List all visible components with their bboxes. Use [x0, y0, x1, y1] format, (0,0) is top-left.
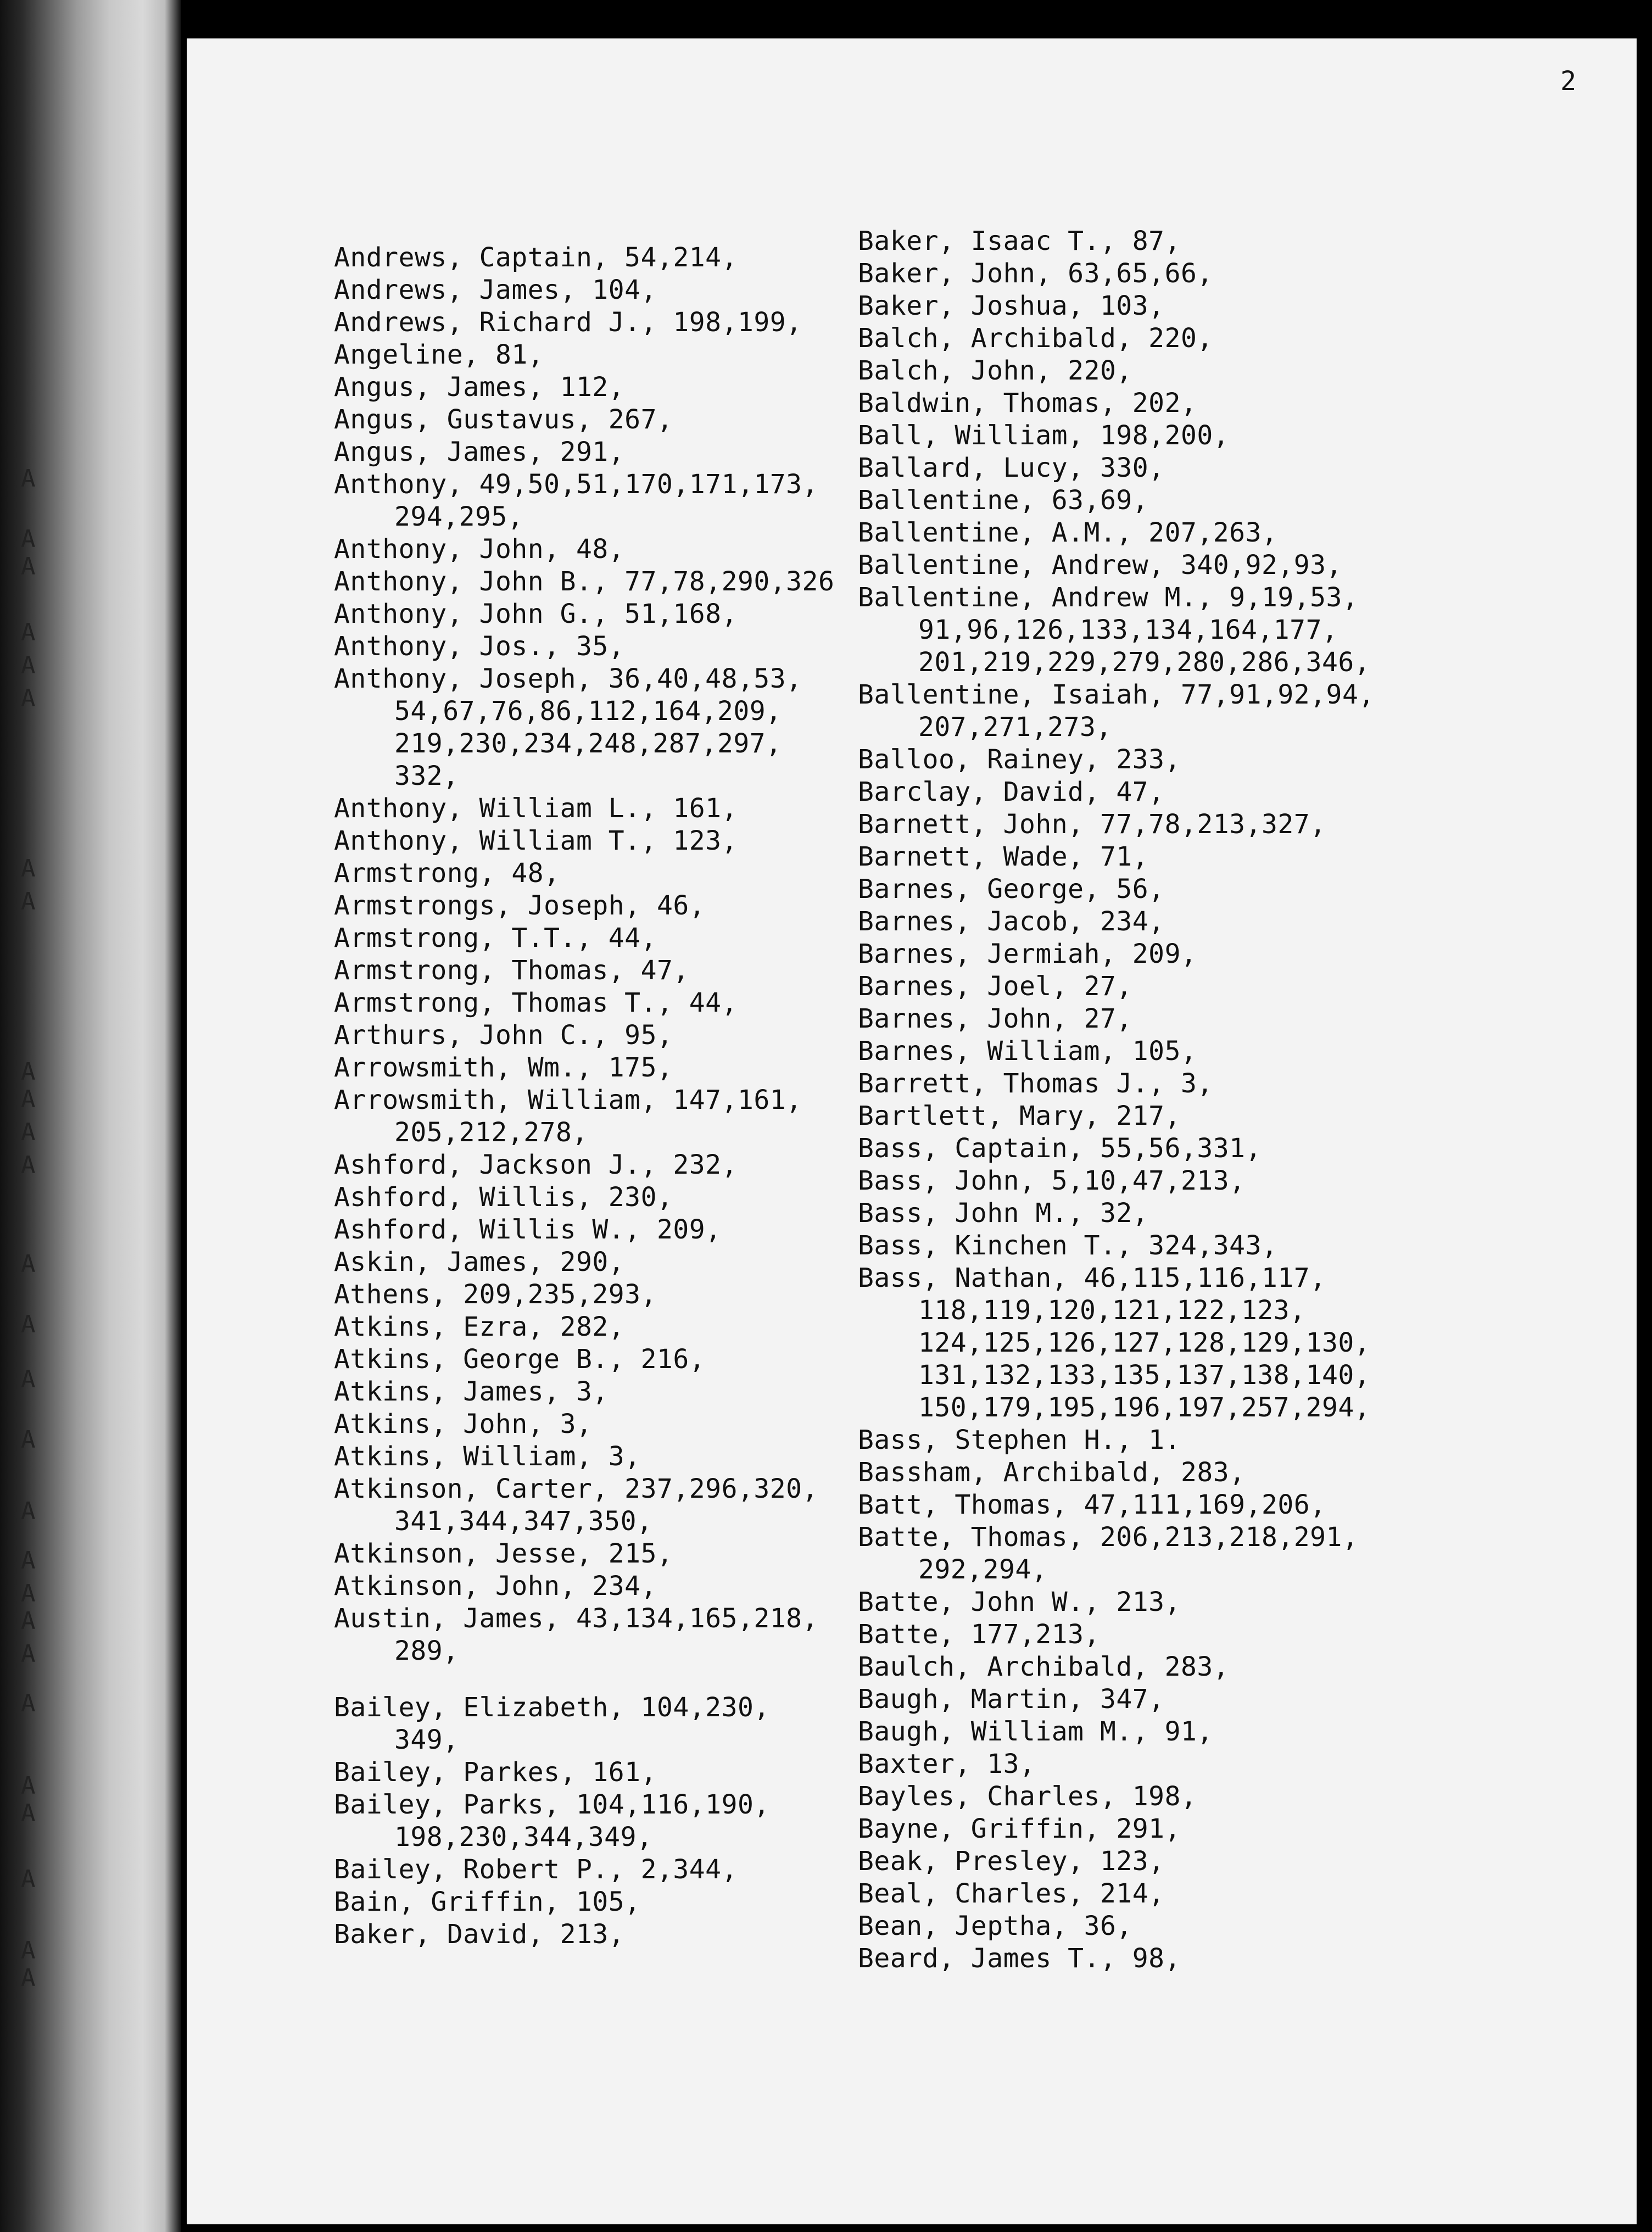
index-entry: Barrett, Thomas J., 3,: [858, 1068, 1213, 1099]
index-entry: Andrews, Richard J., 198,199,: [334, 307, 802, 338]
index-entry: Anthony, Joseph, 36,40,48,53,: [334, 663, 802, 694]
margin-mark: A: [21, 1497, 36, 1525]
index-entry-continuation: 294,295,: [394, 501, 524, 532]
index-entry: Atkinson, Jesse, 215,: [334, 1538, 673, 1569]
index-entry: Baker, David, 213,: [334, 1919, 625, 1950]
index-entry: Bartlett, Mary, 217,: [858, 1101, 1181, 1131]
index-entry: Angus, James, 291,: [334, 437, 625, 467]
index-entry: Batt, Thomas, 47,111,169,206,: [858, 1489, 1326, 1520]
index-entry-continuation: 292,294,: [918, 1554, 1048, 1585]
margin-mark: A: [21, 855, 36, 883]
margin-mark: A: [21, 1689, 36, 1717]
margin-marks: [21, 0, 43, 2232]
index-entry: Bass, Nathan, 46,115,116,117,: [858, 1263, 1326, 1293]
index-entry: Barnes, Jermiah, 209,: [858, 939, 1197, 969]
scanned-left-margin: [0, 0, 181, 2232]
margin-mark: A: [21, 1772, 36, 1800]
index-entry: Arthurs, John C., 95,: [334, 1020, 673, 1051]
index-entry-continuation: 124,125,126,127,128,129,130,: [918, 1327, 1371, 1358]
index-entry: Bass, John, 5,10,47,213,: [858, 1165, 1246, 1196]
index-entry: Arrowsmith, William, 147,161,: [334, 1085, 802, 1115]
index-entry-continuation: 150,179,195,196,197,257,294,: [918, 1392, 1371, 1423]
index-entry: Armstrong, Thomas T., 44,: [334, 987, 738, 1018]
index-entry: Bayne, Griffin, 291,: [858, 1814, 1181, 1844]
index-entry: Baugh, Martin, 347,: [858, 1684, 1165, 1715]
index-entry-continuation: 219,230,234,248,287,297,: [394, 728, 782, 759]
index-entry: Barnett, John, 77,78,213,327,: [858, 809, 1326, 840]
index-entry: Batte, John W., 213,: [858, 1587, 1181, 1617]
margin-mark: A: [21, 888, 36, 916]
index-entry-continuation: 289,: [394, 1636, 459, 1666]
index-entry: Bean, Jeptha, 36,: [858, 1911, 1132, 1941]
margin-mark: A: [21, 1964, 36, 1992]
index-page: [187, 38, 1637, 2224]
margin-mark: A: [21, 1365, 36, 1393]
index-entry: Bailey, Robert P., 2,344,: [334, 1854, 738, 1885]
index-entry: Beard, James T., 98,: [858, 1943, 1181, 1974]
index-entry: Beak, Presley, 123,: [858, 1846, 1165, 1877]
index-entry-continuation: 198,230,344,349,: [394, 1822, 653, 1852]
right-index-column: [858, 225, 1572, 1975]
margin-mark: A: [21, 1937, 36, 1965]
index-entry: Baugh, William M., 91,: [858, 1716, 1213, 1747]
index-entry: Bass, John M., 32,: [858, 1198, 1149, 1229]
index-entry: Barnes, Joel, 27,: [858, 971, 1132, 1002]
margin-mark: A: [21, 1607, 36, 1635]
index-entry: Ballentine, 63,69,: [858, 485, 1149, 516]
margin-mark: A: [21, 1118, 36, 1146]
index-entry: Askin, James, 290,: [334, 1247, 625, 1277]
index-entry: Barnett, Wade, 71,: [858, 841, 1149, 872]
index-entry: Bassham, Archibald, 283,: [858, 1457, 1246, 1488]
index-entry: Armstrong, T.T., 44,: [334, 923, 657, 953]
index-entry: Ashford, Willis, 230,: [334, 1182, 673, 1213]
page-number: 2: [1560, 66, 1576, 97]
margin-mark: A: [21, 1865, 36, 1893]
index-entry: Ballentine, Andrew, 340,92,93,: [858, 550, 1342, 581]
index-entry: Balloo, Rainey, 233,: [858, 744, 1181, 775]
index-entry: Ballentine, Isaiah, 77,91,92,94,: [858, 679, 1375, 710]
index-entry: Atkins, George B., 216,: [334, 1344, 706, 1375]
index-entry: Andrews, Captain, 54,214,: [334, 242, 738, 273]
index-entry: Bass, Captain, 55,56,331,: [858, 1133, 1262, 1164]
margin-mark: A: [21, 618, 36, 646]
margin-mark: A: [21, 465, 36, 493]
margin-mark: A: [21, 684, 36, 712]
index-entry: Athens, 209,235,293,: [334, 1279, 657, 1310]
index-entry: Baker, Isaac T., 87,: [858, 226, 1181, 256]
index-entry-continuation: 91,96,126,133,134,164,177,: [918, 615, 1338, 645]
margin-mark: A: [21, 553, 36, 581]
index-entry: Bass, Stephen H., 1.: [858, 1425, 1181, 1455]
index-entry: Balch, Archibald, 220,: [858, 323, 1213, 354]
index-entry: Baldwin, Thomas, 202,: [858, 388, 1197, 418]
index-entry: Andrews, James, 104,: [334, 275, 657, 305]
index-entry: Anthony, John G., 51,168,: [334, 599, 738, 629]
index-entry: Anthony, 49,50,51,170,171,173,: [334, 469, 818, 500]
index-entry: Atkinson, John, 234,: [334, 1571, 657, 1602]
margin-mark: A: [21, 1799, 36, 1827]
index-entry-continuation: 201,219,229,279,280,286,346,: [918, 647, 1371, 678]
index-entry: Barclay, David, 47,: [858, 777, 1165, 807]
margin-mark: A: [21, 1151, 36, 1179]
index-entry: Baxter, 13,: [858, 1749, 1036, 1779]
margin-mark: A: [21, 651, 36, 679]
index-entry: Ashford, Jackson J., 232,: [334, 1150, 738, 1180]
index-entry: Armstrong, 48,: [334, 858, 560, 889]
index-entry-continuation: 332,: [394, 761, 459, 791]
index-entry: Anthony, William T., 123,: [334, 825, 738, 856]
index-entry-continuation: 54,67,76,86,112,164,209,: [394, 696, 782, 727]
index-entry: Ashford, Willis W., 209,: [334, 1214, 722, 1245]
index-entry: Beal, Charles, 214,: [858, 1878, 1165, 1909]
index-entry: Bailey, Elizabeth, 104,230,: [334, 1692, 770, 1723]
margin-mark: A: [21, 1310, 36, 1338]
index-entry: Barnes, George, 56,: [858, 874, 1165, 905]
index-entry: Bain, Griffin, 105,: [334, 1887, 641, 1917]
index-entry: Baker, John, 63,65,66,: [858, 258, 1213, 289]
index-entry-continuation: 205,212,278,: [394, 1117, 588, 1148]
index-entry-continuation: 118,119,120,121,122,123,: [918, 1295, 1306, 1326]
margin-mark: A: [21, 1085, 36, 1113]
index-entry: Ballard, Lucy, 330,: [858, 453, 1165, 483]
index-entry: Atkinson, Carter, 237,296,320,: [334, 1474, 818, 1504]
margin-mark: A: [21, 1547, 36, 1575]
margin-mark: A: [21, 1250, 36, 1278]
index-entry: Ballentine, Andrew M., 9,19,53,: [858, 582, 1359, 613]
index-entry: Atkins, William, 3,: [334, 1441, 641, 1472]
index-entry: Bailey, Parkes, 161,: [334, 1757, 657, 1788]
index-entry: Atkins, John, 3,: [334, 1409, 593, 1439]
index-entry: Ballentine, A.M., 207,263,: [858, 517, 1278, 548]
index-entry: Anthony, William L., 161,: [334, 793, 738, 824]
index-entry: Armstrong, Thomas, 47,: [334, 955, 689, 986]
index-entry: Batte, Thomas, 206,213,218,291,: [858, 1522, 1359, 1553]
index-entry: Anthony, John, 48,: [334, 534, 625, 565]
index-entry: Anthony, Jos., 35,: [334, 631, 625, 662]
margin-mark: A: [21, 1640, 36, 1668]
index-entry-continuation: 207,271,273,: [918, 712, 1112, 743]
index-entry-continuation: 341,344,347,350,: [394, 1506, 653, 1537]
margin-mark: A: [21, 1426, 36, 1454]
index-entry: Barnes, William, 105,: [858, 1036, 1197, 1067]
index-entry: Bass, Kinchen T., 324,343,: [858, 1230, 1278, 1261]
index-entry: Baker, Joshua, 103,: [858, 291, 1165, 321]
margin-mark: A: [21, 1580, 36, 1608]
index-entry: Angus, James, 112,: [334, 372, 625, 403]
index-entry: Anthony, John B., 77,78,290,326: [334, 566, 835, 597]
index-entry: Armstrongs, Joseph, 46,: [334, 890, 706, 921]
index-entry: Arrowsmith, Wm., 175,: [334, 1052, 673, 1083]
index-entry: Barnes, John, 27,: [858, 1003, 1132, 1034]
margin-mark: A: [21, 525, 36, 553]
index-entry: Bailey, Parks, 104,116,190,: [334, 1789, 770, 1820]
index-entry: Bayles, Charles, 198,: [858, 1781, 1197, 1812]
index-entry: Batte, 177,213,: [858, 1619, 1100, 1650]
index-entry: Baulch, Archibald, 283,: [858, 1651, 1230, 1682]
index-entry: Angus, Gustavus, 267,: [334, 404, 673, 435]
index-entry-continuation: 349,: [394, 1725, 459, 1755]
index-entry: Atkins, Ezra, 282,: [334, 1312, 625, 1342]
margin-mark: A: [21, 1058, 36, 1086]
index-entry: Atkins, James, 3,: [334, 1376, 609, 1407]
index-entry: Ball, William, 198,200,: [858, 420, 1230, 451]
index-entry: Balch, John, 220,: [858, 355, 1132, 386]
index-entry: Barnes, Jacob, 234,: [858, 906, 1165, 937]
index-entry-continuation: 131,132,133,135,137,138,140,: [918, 1360, 1371, 1391]
index-entry: Austin, James, 43,134,165,218,: [334, 1603, 818, 1634]
index-entry: Angeline, 81,: [334, 339, 544, 370]
